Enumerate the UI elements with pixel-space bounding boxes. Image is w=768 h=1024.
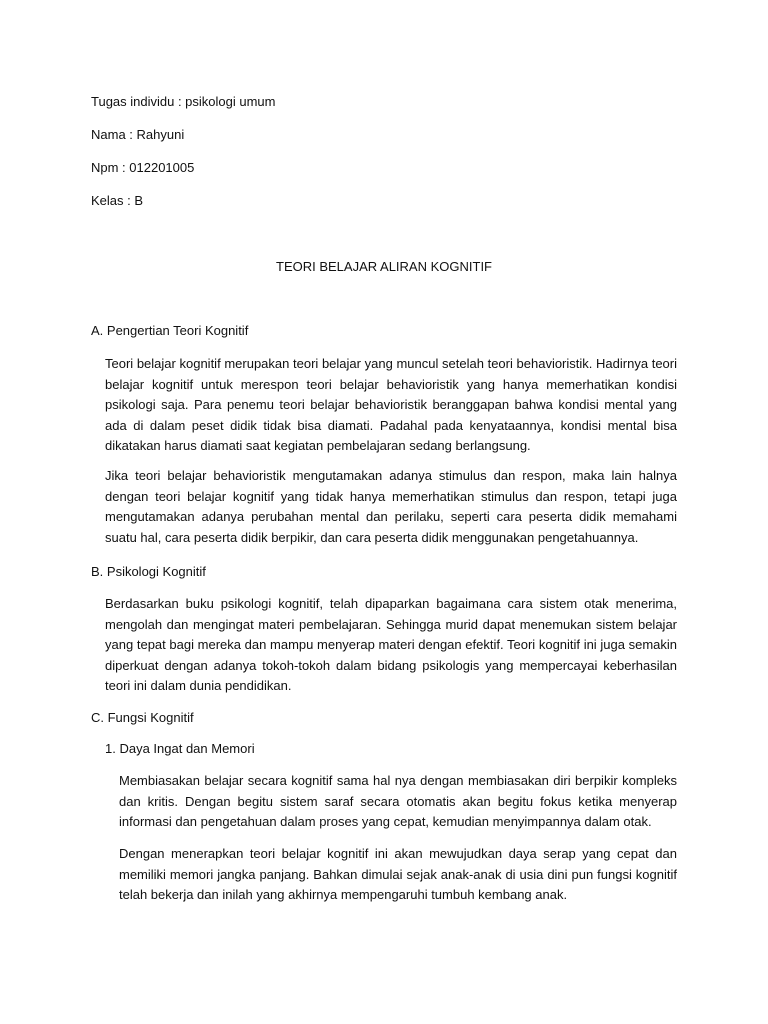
section-b-paragraph-1: Berdasarkan buku psikologi kognitif, telah dipaparkan bagaimana cara sistem otak menerima, mengolah dan mengingat materi pembelajaran. Sehingga murid dapat menemukan sistem belajar yang tepat bagi mereka dan mampu menyerap materi dengan efektif. Teori kognitif ini juga semakin diperkuat dengan adanya tokoh-tokoh dalam bidang psikologis yang mempercayai keberhasilan teori ini dalam dunia pendidikan.	[105, 596, 677, 693]
section-c-subheading: 1. Daya Ingat dan Memori	[105, 741, 255, 756]
section-a-heading: A. Pengertian Teori Kognitif	[91, 323, 249, 338]
section-c-paragraph-2: Dengan menerapkan teori belajar kognitif ini akan mewujudkan daya serap yang cepat dan memiliki memori jangka panjang. Bahkan dimulai sejak anak-anak di usia dini pun fungsi kognitif telah bekerja dan inilah yang akhirnya mempengaruhi tumbuh kembang anak.	[119, 846, 677, 902]
assignment-line: Tugas individu : psikologi umum	[91, 94, 276, 109]
class-line: Kelas : B	[91, 193, 144, 208]
section-c-heading: C. Fungsi Kognitif	[91, 710, 194, 725]
document-title: TEORI BELAJAR ALIRAN KOGNITIF	[276, 259, 492, 274]
section-c-paragraph-1: Membiasakan belajar secara kognitif sama hal nya dengan membiasakan diri berpikir kompleks dan kritis. Dengan begitu sistem saraf secara otomatis akan begitu fokus ketika menyerap informasi dan pengetahuan dalam proses yang cepat, kemudian menyimpannya dalam otak.	[119, 773, 677, 829]
name-line: Nama : Rahyuni	[91, 127, 185, 142]
section-a-paragraph-2: Jika teori belajar behavioristik mengutamakan adanya stimulus dan respon, maka lain halnya dengan teori belajar kognitif yang tidak hanya memerhatikan stimulus dan respon, tetapi juga mengutamakan adanya perubahan mental dan perilaku, seperti cara peserta didik memahami suatu hal, cara peserta didik berpikir, dan cara peserta didik menggunakan pengetahuannya.	[105, 468, 677, 545]
section-b-heading: B. Psikologi Kognitif	[91, 564, 206, 579]
npm-line: Npm : 012201005	[91, 160, 195, 175]
section-a-paragraph-1: Teori belajar kognitif merupakan teori belajar yang muncul setelah teori behavioristik. Hadirnya teori belajar kognitif untuk merespon teori belajar behavioristik yang hanya memerhatikan kondisi psikologi saja. Para penemu teori belajar behavioristik beranggapan bahwa kondisi mental yang ada di dalam peset didik tidak bisa diamati. Padahal pada kenyataannya, kondisi mental bisa dikatakan harus diamati saat kegiatan pembelajaran sedang berlangsung.	[105, 356, 677, 453]
